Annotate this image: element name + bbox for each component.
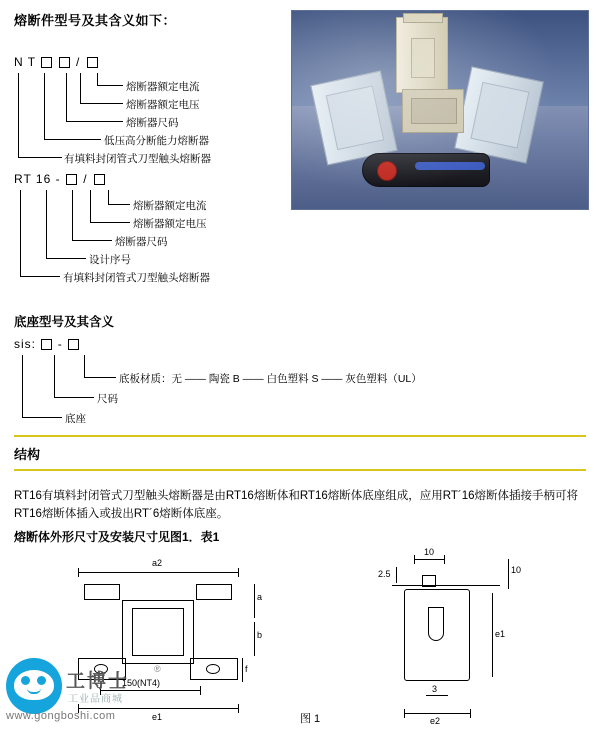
- product-photo: [291, 10, 589, 210]
- rt-label-2: 熔断器尺码: [115, 236, 168, 248]
- code-dash-base: -: [57, 337, 63, 351]
- divider-bottom: [14, 469, 586, 471]
- code-line-nt: [14, 55, 99, 69]
- dimension-subheading: 熔断体外形尺寸及安装尺寸见图1．表1: [14, 530, 220, 544]
- nt-label-2: 熔断器尺码: [126, 117, 179, 129]
- rt-label-4: 有填料封闭管式刀型触头熔断器: [63, 272, 210, 284]
- mount-hole-right: [206, 664, 220, 674]
- nt-label-0: 熔断器额定电流: [126, 81, 200, 93]
- dim-label-3: 3: [432, 684, 438, 694]
- dim-label-a: a: [257, 592, 263, 602]
- base-label-0: 底板材质：无 —— 陶瓷 B —— 白色塑料 S —— 灰色塑料（UL）: [119, 373, 422, 385]
- photo-highlight: [292, 11, 588, 209]
- dim-line-a2: [78, 572, 238, 573]
- dim-tick: [78, 568, 79, 577]
- code-box: [94, 174, 105, 185]
- dim-label-b: b: [257, 630, 263, 640]
- dim-label-e1-right: e1: [495, 629, 506, 639]
- watermark-brand: 工博士: [66, 671, 130, 692]
- rt-label-1: 熔断器额定电压: [133, 218, 207, 230]
- dim-label-e2: e2: [430, 716, 441, 726]
- code-box: [68, 339, 79, 350]
- dim-label-25: 2.5: [378, 569, 391, 579]
- structure-paragraph: RT16有填料封闭管式刀型触头熔断器是由RT16熔断体和RT16熔断体底座组成，应用RT´16熔断体插接手柄可将RT16熔断体插入或拔出RT´6熔断体底座。: [14, 490, 578, 520]
- nt-label-3: 低压高分断能力熔断器: [104, 135, 209, 147]
- dim-label-e1: e1: [152, 712, 163, 722]
- dim-tick: [238, 568, 239, 577]
- blade-right-top: [196, 584, 232, 600]
- code-box: [41, 339, 52, 350]
- watermark-logo: [6, 658, 62, 714]
- code-slash: /: [75, 55, 81, 69]
- watermark-eye-right: [37, 676, 46, 685]
- code-diagram-base: [14, 337, 422, 425]
- code-box: [87, 57, 98, 68]
- watermark: [6, 658, 206, 728]
- dim-tick: [414, 555, 415, 564]
- top-bar-line: [392, 585, 500, 586]
- watermark-mouth: [27, 688, 41, 694]
- dim-line-25: [396, 567, 397, 583]
- dim-line-e1-right: [492, 593, 493, 677]
- base-label-1: 尺码: [97, 393, 118, 405]
- base-label-2: 底座: [65, 413, 86, 425]
- rt-label-3: 设计序号: [89, 254, 131, 266]
- dim-tick: [238, 704, 239, 713]
- dim-line-f: [242, 658, 243, 682]
- drawing-fuse-side-view: [370, 545, 560, 730]
- dim-label-10-right: 10: [511, 565, 522, 575]
- watermark-eye-left: [21, 676, 30, 685]
- code-diagram-rt16: [14, 172, 210, 284]
- dim-label-f: f: [245, 664, 248, 674]
- watermark-subtitle: 工业品商城: [68, 694, 123, 705]
- watermark-mascot-face: [14, 670, 54, 700]
- dim-line-e2: [404, 713, 470, 714]
- code-slash: /: [83, 172, 88, 186]
- dim-tick: [470, 709, 471, 718]
- dim-line-3: [426, 695, 448, 696]
- watermark-url: www.gongboshi.com: [6, 710, 116, 722]
- dim-tick: [404, 709, 405, 718]
- dim-tick: [444, 555, 445, 564]
- code-box: [66, 174, 77, 185]
- code-diagram-nt: [14, 55, 211, 165]
- section-title-fuse-code: 熔断件型号及其含义如下：: [14, 13, 177, 28]
- code-prefix-rt16: RT 16: [14, 172, 52, 186]
- dim-line-10-top: [414, 559, 444, 560]
- heading-structure: 结构: [14, 447, 41, 462]
- code-box: [41, 57, 52, 68]
- figure-caption: 图 1: [300, 713, 321, 725]
- dim-label-a2: a2: [152, 558, 163, 568]
- nt-label-1: 熔断器额定电压: [126, 99, 200, 111]
- watermark-registered-mark: ®: [154, 664, 161, 674]
- contact-stud: [422, 575, 436, 587]
- code-dash-rt16: -: [55, 172, 61, 186]
- side-body-notch: [428, 607, 444, 641]
- blade-left-top: [84, 584, 120, 600]
- code-line-rt16: [14, 172, 106, 186]
- divider-top: [14, 435, 586, 437]
- dim-line-b: [254, 622, 255, 656]
- rt-label-0: 熔断器额定电流: [133, 200, 207, 212]
- code-prefix-base: sis:: [14, 337, 36, 351]
- nt-label-4: 有填料封闭管式刀型触头熔断器: [64, 153, 211, 165]
- dim-line-a: [254, 584, 255, 618]
- code-box: [59, 57, 70, 68]
- section-title-base-code: 底座型号及其含义: [14, 315, 115, 329]
- fuse-body-inner: [132, 608, 184, 656]
- code-prefix-nt: N T: [14, 55, 36, 69]
- dim-label-10-top: 10: [424, 547, 435, 557]
- dim-label-150: 150(NT4): [122, 678, 161, 688]
- dim-line-10-right: [508, 559, 509, 589]
- code-line-base: [14, 337, 80, 351]
